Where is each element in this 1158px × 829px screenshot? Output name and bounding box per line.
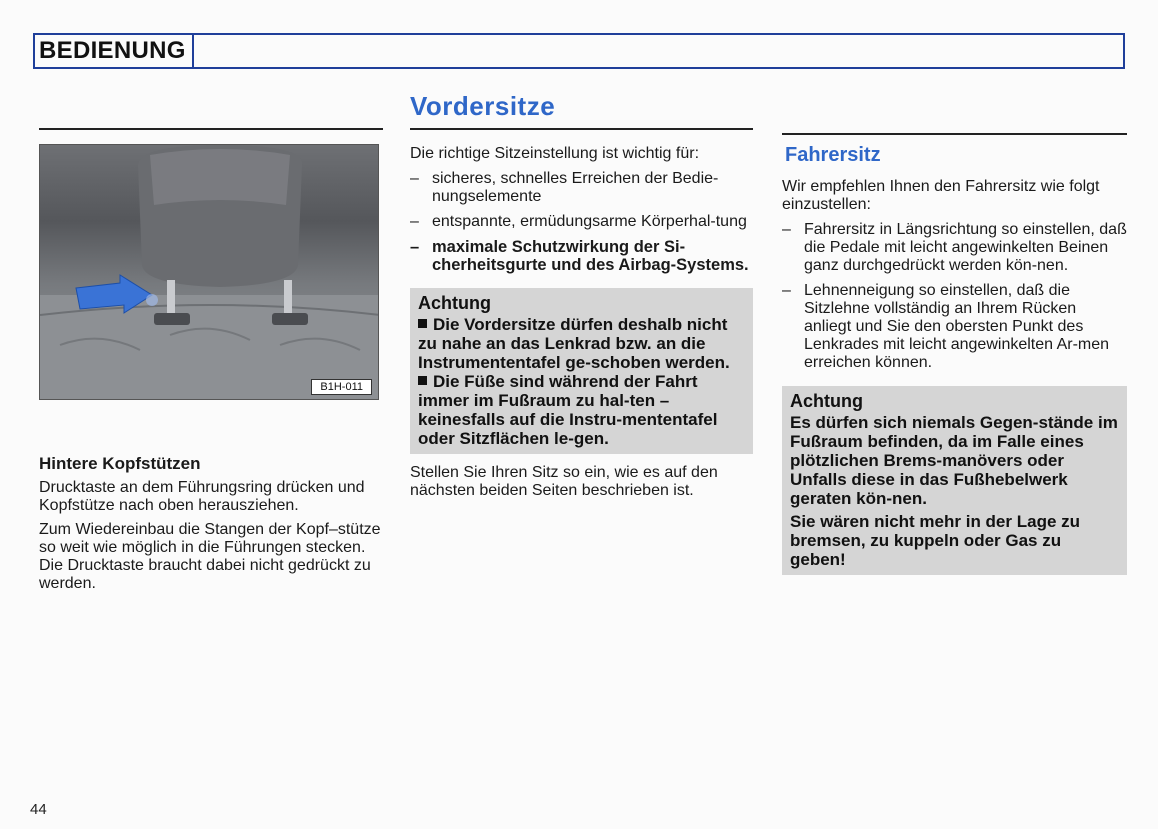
- list-item: – sicheres, schnelles Erreichen der Bedie-nungselemente: [410, 170, 719, 205]
- warning-text: Sie wären nicht mehr in der Lage zu bremsen, zu kuppeln oder Gas zu geben!: [790, 512, 1081, 569]
- warning-item: Die Füße sind während der Fahrt immer im Fußraum zu hal-ten – keinesfalls auf die Instru-mententafel oder Sitzflächen le-gen.: [418, 372, 718, 448]
- headrest-photo: [39, 144, 379, 400]
- warning-box: [782, 386, 1127, 575]
- rear-headrest-heading: Hintere Kopfstützen: [39, 454, 201, 473]
- section-title: BEDIENUNG: [35, 35, 194, 67]
- warning-title: Achtung: [418, 293, 491, 313]
- middle-column: [410, 145, 753, 500]
- page-number: 44: [30, 801, 47, 818]
- left-column-text: [39, 455, 383, 593]
- bullet-square-icon: [418, 376, 427, 385]
- right-column: [782, 178, 1127, 575]
- rear-headrest-p2: Zum Wiedereinbau die Stangen der Kopf–stütze so weit wie möglich in die Führungen stecken. Die Drucktaste braucht dabei nicht gedrückt zu werden.: [39, 521, 381, 592]
- warning-title: Achtung: [790, 391, 863, 411]
- list-item: – entspannte, ermüdungsarme Körperhal-tung: [410, 213, 747, 230]
- bullet-square-icon: [418, 319, 427, 328]
- right-rule: [782, 133, 1127, 135]
- list-item: – maximale Schutzwirkung der Si-cherheitsgurte und des Airbag-Systems.: [410, 238, 749, 274]
- list-item: – Fahrersitz in Längsrichtung so einstellen, daß die Pedale mit leicht angewinkelten Beinen ganz durchgedrückt werden kön-nen.: [782, 221, 1127, 274]
- list-item: – Lehnenneigung so einstellen, daß die Sitzlehne vollständig an Ihrem Rücken anliegt und Sie den obersten Punkt des Lenkrades mit leicht angewinkelten Ar-men erreichen können.: [782, 282, 1110, 371]
- left-rule: [39, 128, 383, 130]
- warning-item: Die Vordersitze dürfen deshalb nicht zu nahe an das Lenkrad bzw. an die Instrumententafel ge-schoben werden.: [418, 315, 730, 372]
- middle-intro: Die richtige Sitzeinstellung ist wichtig für:: [410, 145, 700, 162]
- warning-box: [410, 288, 753, 454]
- rear-headrest-p1: Drucktaste an dem Führungsring drücken und Kopfstütze nach oben herausziehen.: [39, 479, 365, 514]
- figure-label: B1H-011: [311, 379, 372, 395]
- driver-seat-heading: Fahrersitz: [785, 144, 881, 166]
- section-header: [33, 33, 1125, 69]
- page-title: Vordersitze: [410, 91, 556, 121]
- middle-rule: [410, 128, 753, 130]
- right-intro: Wir empfehlen Ihnen den Fahrersitz wie folgt einzustellen:: [782, 178, 1100, 213]
- middle-outro: Stellen Sie Ihren Sitz so ein, wie es auf den nächsten beiden Seiten beschrieben ist.: [410, 464, 718, 499]
- warning-text: Es dürfen sich niemals Gegen-stände im Fußraum befinden, da im Falle eines plötzlichen Brems-manövers oder Unfalls diese in das Fußhebelwerk geraten kön-nen.: [790, 413, 1118, 508]
